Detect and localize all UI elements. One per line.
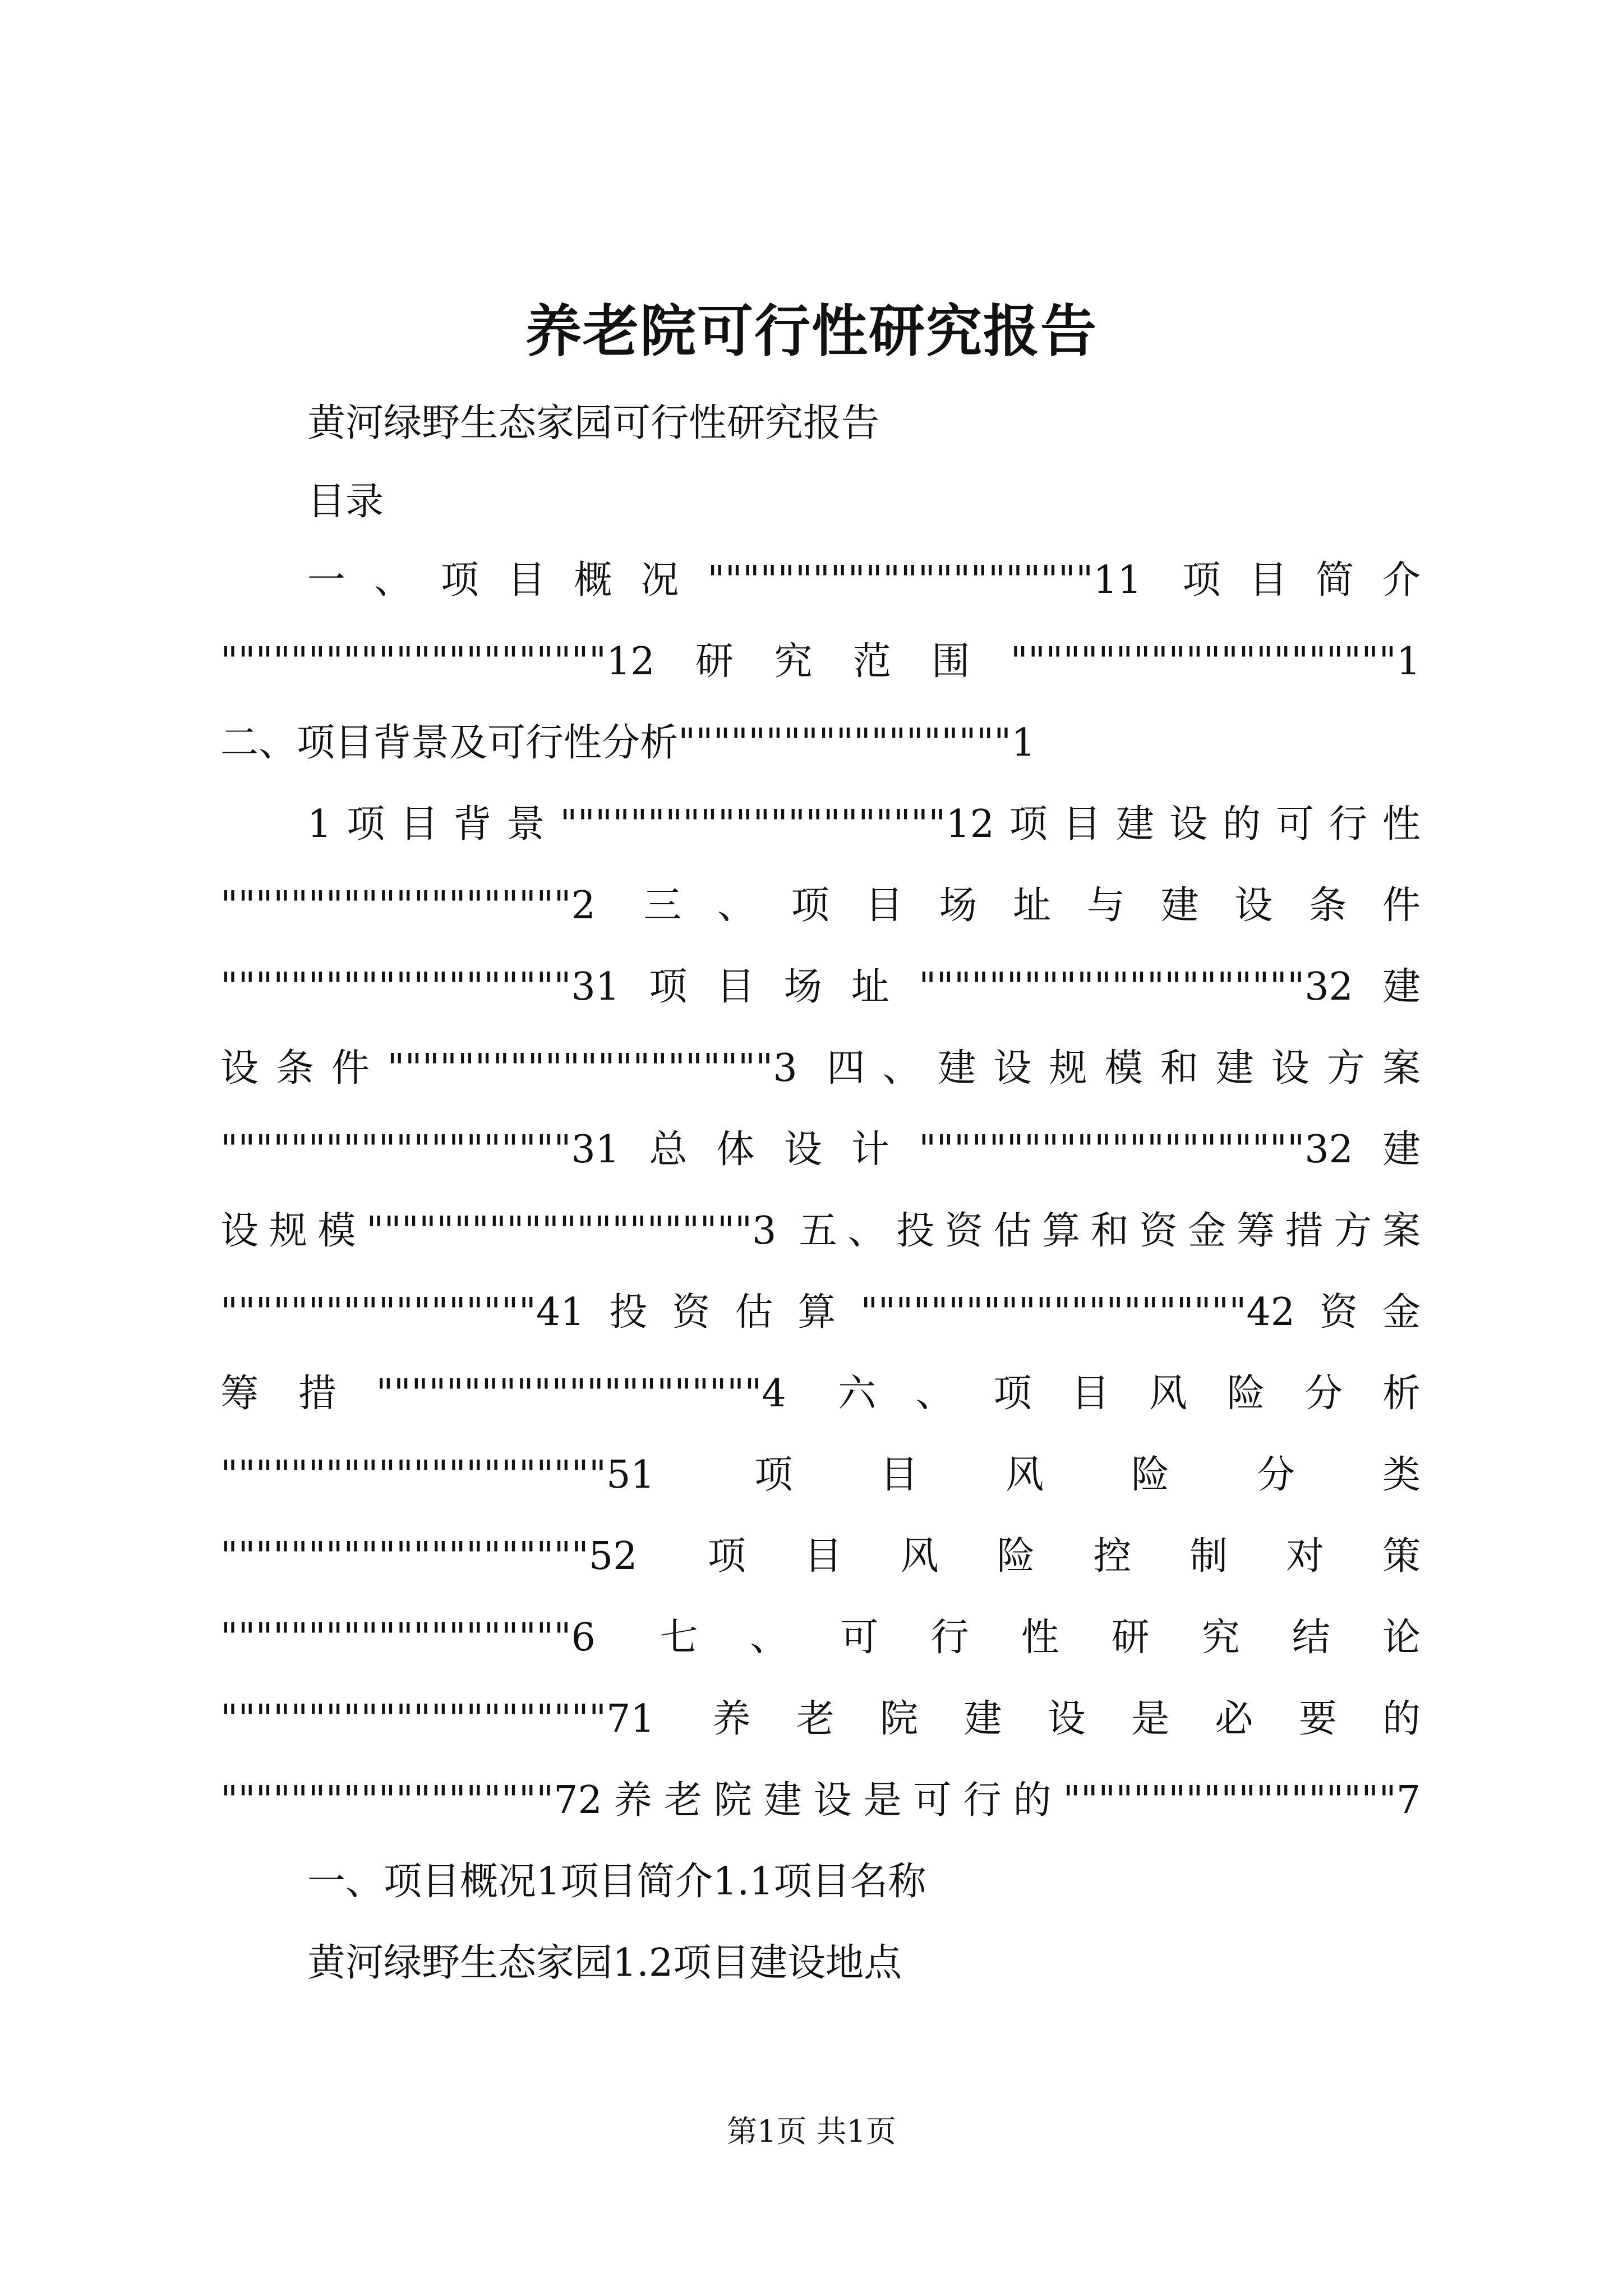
toc-line: 设规模""""""""""""""""""""""3 五、投资估算和资金筹措方案: [220, 1209, 1421, 1253]
toc-line: """""""""""""""""""""52 项目风险控制对策: [220, 1534, 1421, 1579]
toc-line: 筹措""""""""""""""""""""""4 六、项目风险分析: [220, 1372, 1421, 1416]
toc-line: 设条件""""""""""""""""""""""3 四、建设规模和建设方案: [220, 1046, 1421, 1091]
toc-line: """""""""""""""""""72养老院建设是可行的"""""""""""""""""""7: [220, 1778, 1421, 1823]
document-title: 养老院可行性研究报告: [525, 298, 1098, 364]
toc-line: 一、项目概况""""""""""""""""""""""11 项目简介: [307, 558, 1421, 602]
toc-line: """"""""""""""""""41投资估算""""""""""""""""""""""42资金: [220, 1290, 1421, 1335]
toc-line: 二、项目背景及可行性分析"""""""""""""""""""1: [220, 721, 1036, 765]
toc-line: """"""""""""""""""""6 七、可行性研究结论: [220, 1616, 1421, 1660]
toc-line: """"""""""""""""""""""12研究范围""""""""""""""""""""""1: [220, 639, 1421, 684]
toc-line: """"""""""""""""""""2 三、项目场址与建设条件: [220, 884, 1421, 928]
body-line: 黄河绿野生态家园1.2项目建设地点: [307, 1941, 902, 1985]
toc-line: """"""""""""""""""""31项目场址""""""""""""""""""""""32建: [220, 965, 1421, 1009]
toc-line: """"""""""""""""""""31总体设计""""""""""""""""""""""32建: [220, 1128, 1421, 1172]
body-line: 一、项目概况1项目简介1.1项目名称: [307, 1860, 926, 1904]
page-footer: 第1页 共1页: [727, 2114, 896, 2149]
toc-line: """"""""""""""""""""""51 项目风险分类: [220, 1453, 1421, 1497]
subtitle-line: 黄河绿野生态家园可行性研究报告: [307, 401, 880, 445]
toc-heading: 目录: [307, 480, 384, 524]
toc-line: 1项目背景""""""""""""""""""""""12项目建设的可行性: [307, 802, 1421, 846]
toc-line: """"""""""""""""""""""71 养老院建设是必要的: [220, 1697, 1421, 1741]
